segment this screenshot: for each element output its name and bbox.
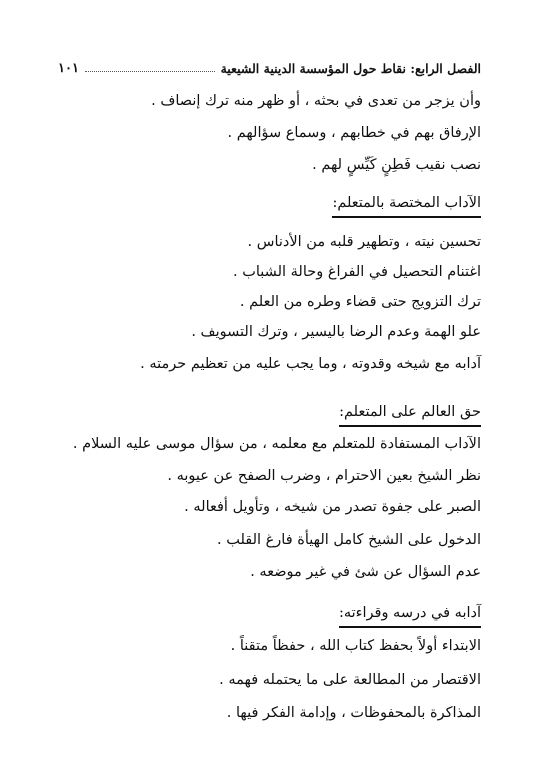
list-item: نظر الشيخ بعين الاحترام ، وضرب الصفح عن عيوبه . [167,468,481,484]
list-item: عدم السؤال عن شئ في غير موضعه . [250,564,481,580]
list-item: تحسين نيته ، وتطهير قلبه من الأدناس . [247,234,481,250]
intro-line: وأن يزجر من تعدى في بحثه ، أو ظهر منه ترك إنصاف . [151,93,481,109]
list-item: الدخول على الشيخ كامل الهيأة فارغ القلب . [217,532,481,548]
list-item: الاقتصار من المطالعة على ما يحتمله فهمه . [219,672,481,688]
chapter-title: الفصل الرابع: نقاط حول المؤسسة الدينية الشيعية [220,61,481,76]
list-item: الصبر على جفوة تصدر من شيخه ، وتأويل أفعاله . [184,499,481,515]
section-heading: الآداب المختصة بالمتعلم: [332,193,481,218]
section-heading: حق العالم على المتعلم: [339,402,481,427]
list-item: آدابه مع شيخه وقدوته ، وما يجب عليه من تعظيم حرمته . [140,356,481,372]
header-dotted-leader [85,71,215,72]
list-item: ترك التزويج حتى قضاء وطره من العلم . [239,294,481,310]
list-item: الآداب المستفادة للمتعلم مع معلمه ، من سؤال موسى عليه السلام . [72,436,481,452]
list-item: علو الهمة وعدم الرضا باليسير ، وترك التسويف . [191,324,481,340]
intro-line: نصب نقيب فَطِنٍ كَيِّسٍ لهم . [312,157,481,173]
intro-line: الإرفاق بهم في خطابهم ، وسماع سؤالهم . [227,125,481,141]
page-number: ١٠١ [58,61,79,76]
section-heading: آدابه في درسه وقراءته: [339,603,481,628]
running-header [58,56,481,76]
list-item: المذاكرة بالمحفوظات ، وإدامة الفكر فيها . [226,705,481,721]
list-item: اغتنام التحصيل في الفراغ وحالة الشباب . [232,264,481,280]
list-item: الابتداء أولاً بحفظ كتاب الله ، حفظاً متقناً . [230,638,481,654]
